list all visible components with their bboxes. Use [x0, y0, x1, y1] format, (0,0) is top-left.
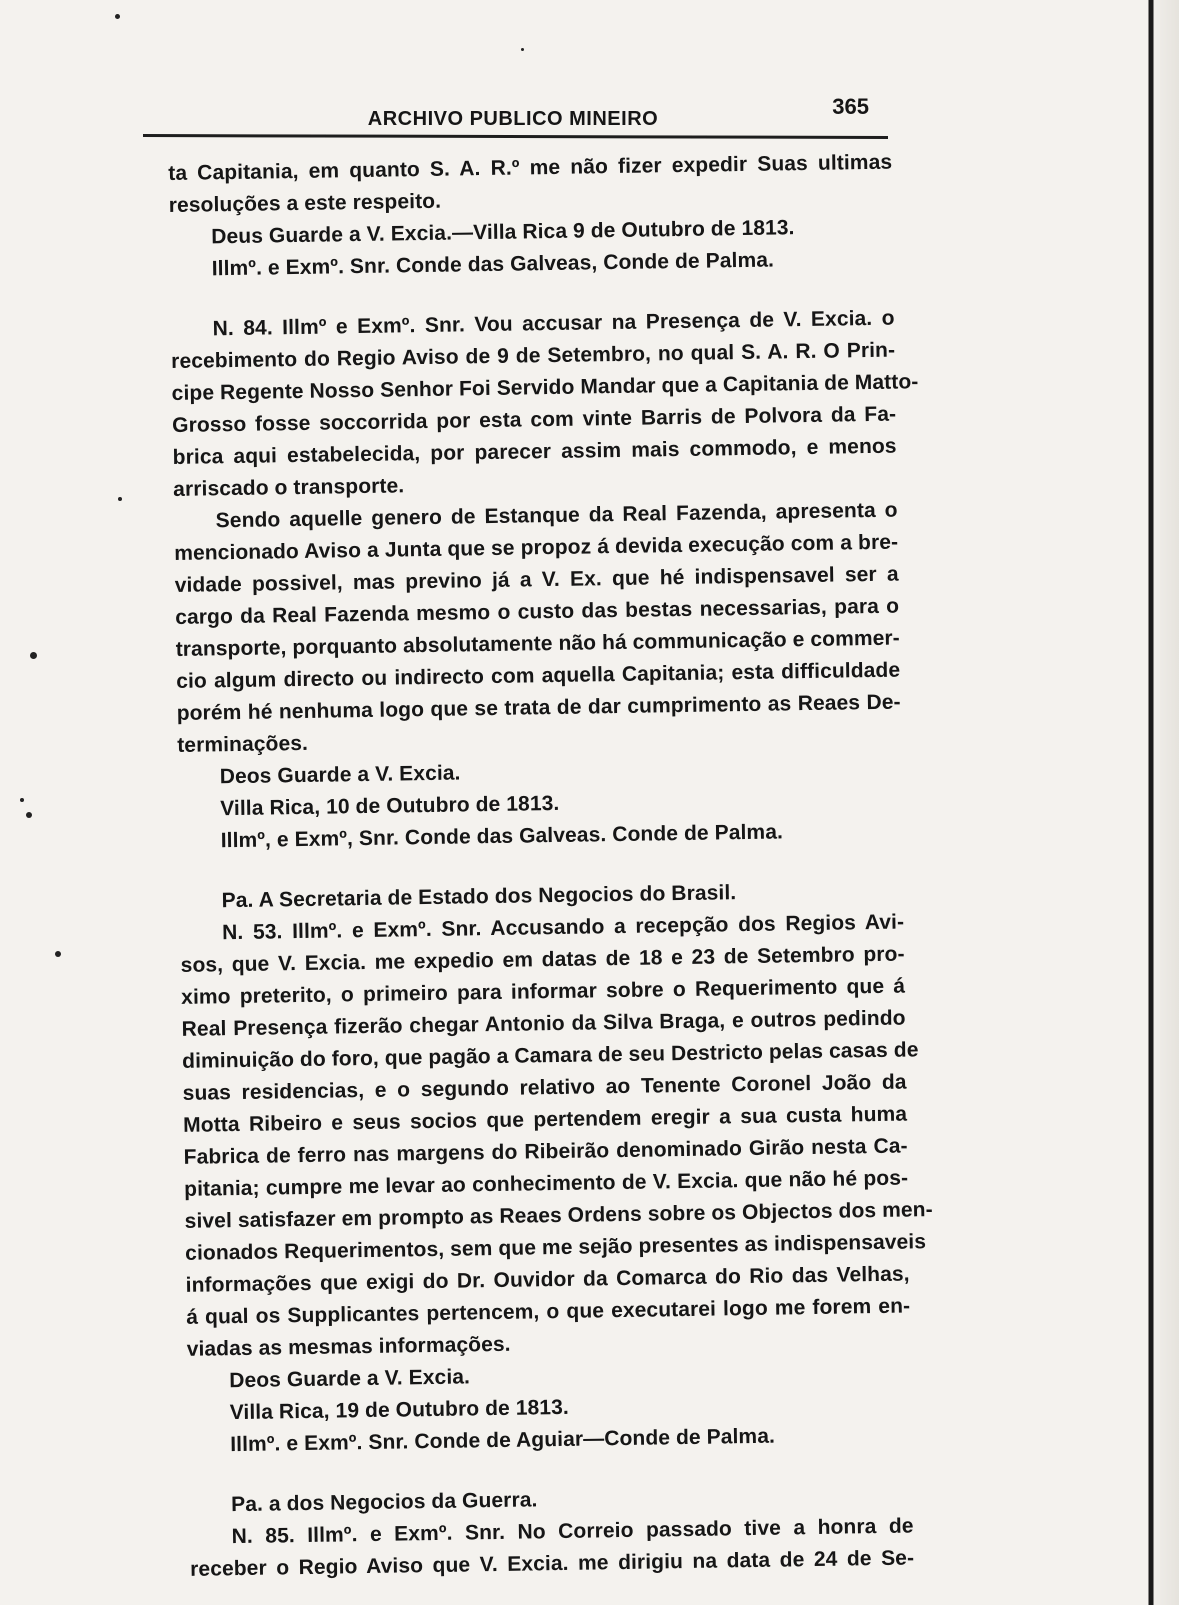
text-line: suas residencias, e o segundo relativo ao Tenente Coronel João da — [182, 1070, 907, 1105]
page-header — [143, 94, 883, 134]
text-line: ta Capitania, em quanto S. A. R.º me não fizer expedir Suas ultimas — [168, 150, 893, 185]
page-number: 365 — [832, 94, 869, 119]
running-title: ARCHIVO PUBLICO MINEIRO — [367, 108, 659, 130]
text-line: cargo da Real Fazenda mesmo o custo das bestas necessarias, para o — [175, 594, 900, 629]
body-text — [168, 147, 933, 1586]
text-line: N. 84. Illmº e Exmº. Snr. Vou accusar na Presença de V. Excia. o — [212, 306, 895, 341]
text-line: cionados Requerimentos, sem que me sejão presentes as indispensaveis — [185, 1230, 927, 1265]
scan-speck — [115, 14, 120, 19]
text-line: Motta Ribeiro e seus socios que pertendem eregir a sua custa huma — [183, 1102, 908, 1137]
text-line: Pa. a dos Negocios da Guerra. — [230, 1488, 538, 1517]
text-line: Illmº, e Exmº, Snr. Conde das Galveas. Conde de Palma. — [220, 820, 784, 853]
text-line: Fabrica de ferro nas margens do Ribeirão denominado Girão nesta Ca- — [183, 1134, 908, 1169]
text-line: Illmº. e Exmº. Snr. Conde das Galveas, Conde de Palma. — [211, 248, 775, 281]
text-line: receber o Regio Aviso que V. Excia. me dirigiu na data de 24 de Se- — [189, 1546, 915, 1581]
text-line: brica aqui estabelecida, por parecer assim mais commodo, e menos — [172, 434, 897, 469]
text-line: N. 85. Illmº. e Exmº. Snr. No Correio passado tive a honra de — [231, 1514, 914, 1549]
text-line: terminações. — [177, 731, 309, 757]
text-line: cipe Regente Nosso Senhor Foi Servido Mandar que a Capitania de Matto- — [171, 370, 919, 405]
text-line: cio algum directo ou indirecto com aquella Capitania; esta difficuldade — [176, 658, 901, 693]
scan-speck — [30, 652, 37, 659]
text-line: sivel satisfazer em prompto as Reaes Ordens sobre os Objectos dos men- — [184, 1198, 933, 1233]
text-line: Real Presença fizerão chegar Antonio da Silva Braga, e outros pedindo — [181, 1006, 906, 1041]
text-line: Deos Guarde a V. Excia. — [219, 761, 461, 789]
text-line: Villa Rica, 19 de Outubro de 1813. — [229, 1395, 570, 1425]
text-line: arriscado o transporte. — [173, 474, 405, 501]
text-line: Grosso fosse soccorrida por esta com vinte Barris de Polvora da Fa- — [172, 402, 897, 437]
scan-speck — [20, 798, 24, 802]
text-line: Pa. A Secretaria de Estado dos Negocios do Brasil. — [221, 881, 737, 913]
text-line: transporte, porquanto absolutamente não há communicação e commer- — [175, 626, 900, 661]
text-line: porém hé nenhuma logo que se trata de dar cumprimento as Reaes De- — [176, 690, 901, 725]
text-line: resoluções a este respeito. — [168, 189, 442, 217]
text-line: Deus Guarde a V. Excia.—Villa Rica 9 de Outubro de 1813. — [211, 216, 795, 249]
text-line: viadas as mesmas informações. — [186, 1332, 511, 1361]
text-line: vidade possivel, mas previno já a V. Ex. que hé indispensavel ser a — [174, 562, 899, 597]
scan-speck — [521, 48, 524, 51]
scan-speck — [26, 812, 32, 818]
scan-speck — [55, 951, 61, 957]
text-line: mencionado Aviso a Junta que se propoz á devida execução com a bre- — [174, 530, 899, 565]
scan-speck — [118, 497, 122, 501]
scan-page-edge — [1140, 0, 1179, 1605]
text-line: Sendo aquelle genero de Estanque da Real Fazenda, apresenta o — [215, 498, 898, 533]
text-line: informações que exigi do Dr. Ouvidor da Comarca do Rio das Velhas, — [185, 1262, 910, 1297]
text-line: sos, que V. Excia. me expedio em datas de 18 e 23 de Setembro pro- — [180, 942, 905, 977]
text-line: pitania; cumpre me levar ao conhecimento de V. Excia. que não hé pos- — [184, 1166, 909, 1201]
text-line: Illmº. e Exmº. Snr. Conde de Aguiar—Conde de Palma. — [230, 1424, 776, 1457]
text-line: á qual os Supplicantes pertencem, o que executarei logo me forem en- — [186, 1294, 911, 1329]
text-line: diminuição do foro, que pagão a Camara de seu Destricto pelas casas de — [182, 1038, 919, 1073]
header-rule — [143, 134, 888, 139]
text-line: ximo preterito, o primeiro para informar sobre o Requerimento que á — [181, 974, 906, 1009]
text-line: Deos Guarde a V. Excia. — [229, 1365, 471, 1393]
text-line: recebimento do Regio Aviso de 9 de Setembro, no qual S. A. R. O Prin- — [171, 338, 896, 373]
text-line: Villa Rica, 10 de Outubro de 1813. — [220, 791, 560, 821]
text-line: N. 53. Illmº. e Exmº. Snr. Accusando a recepção dos Regios Avi- — [221, 910, 905, 945]
